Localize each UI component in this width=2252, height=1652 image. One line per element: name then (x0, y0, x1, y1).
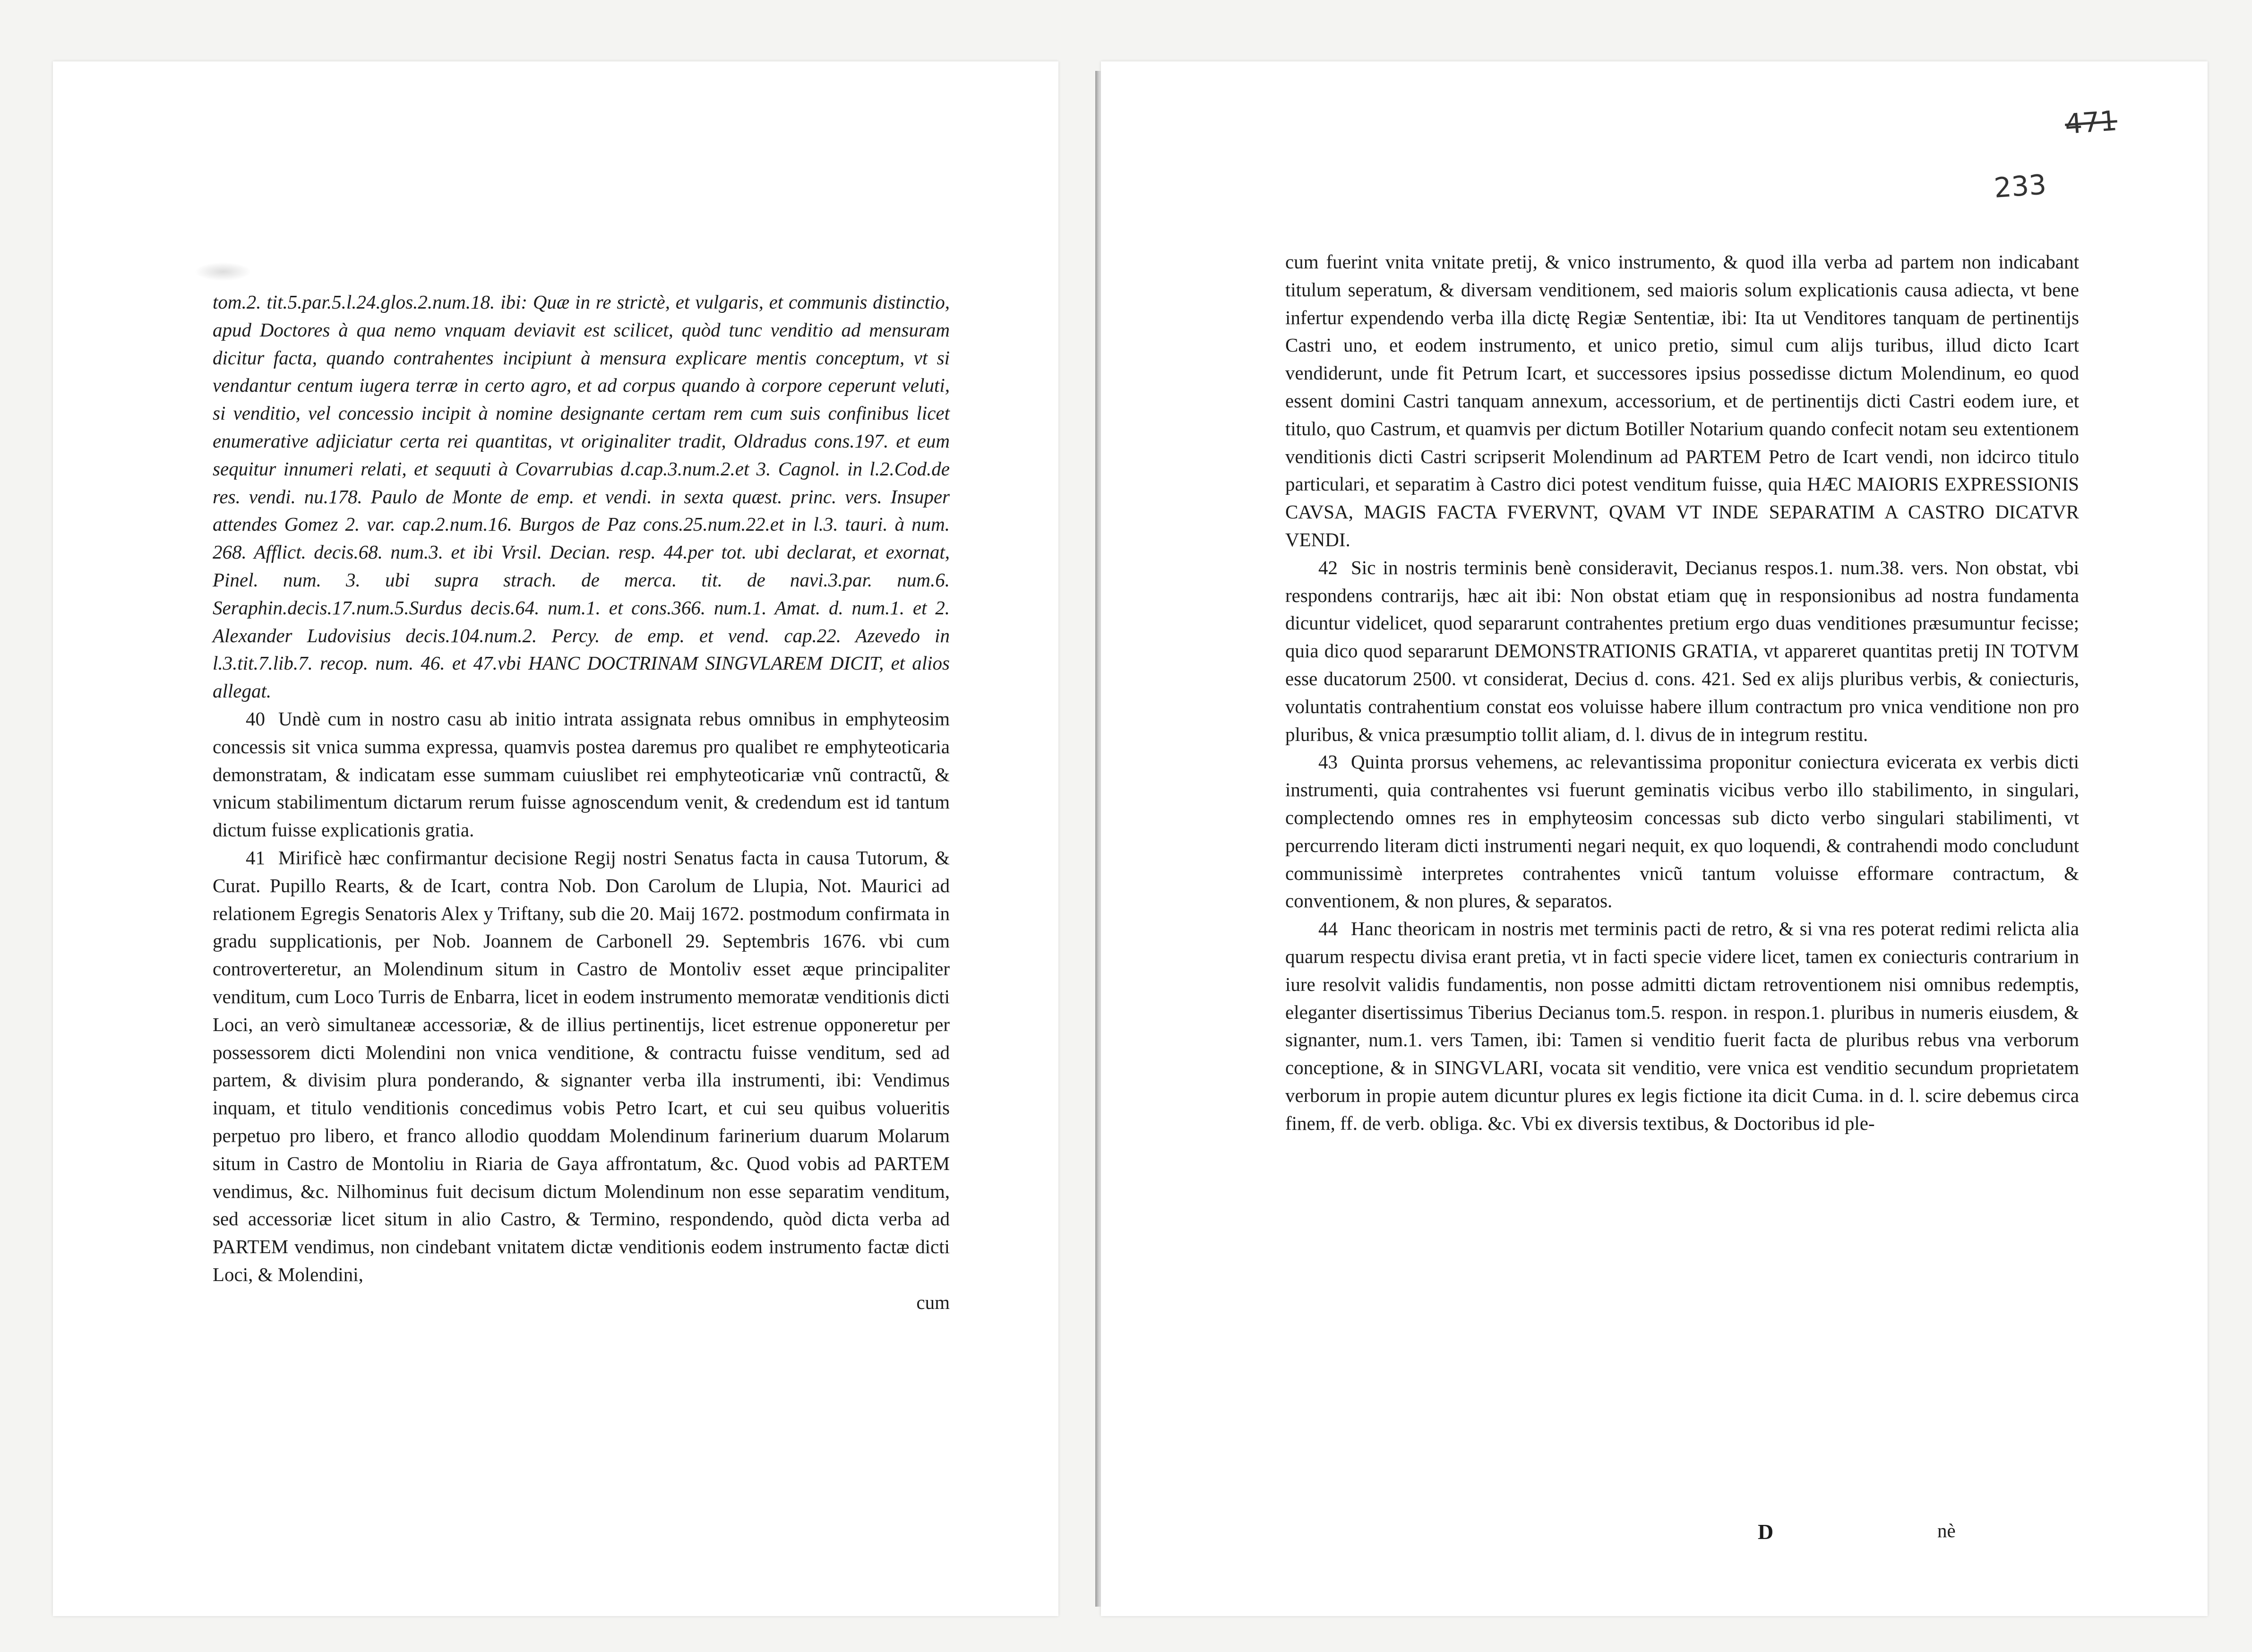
left-text-column (213, 288, 950, 1316)
right-text-column (1285, 248, 2079, 1137)
struck-folio-number: 471 (2063, 104, 2118, 140)
right-paragraph-43 (1285, 748, 2079, 915)
paragraph-number: 43 (1318, 751, 1338, 773)
paragraph-number: 42 (1318, 556, 1338, 578)
right-paragraph-continuation: cum fuerint vnita vnitate pretij, & vnico instrumento, & quod illa verba ad partem non indicabant titulum seperatum, & diversam venditionem, sed maioris solum explicationis causa adiecta, vt bene infertur expendendo verba illa dictę Regiæ Sententiæ, ibi: Ita ut Venditores tanquam de pertinentijs Castri uno, et eodem instrumento, et unico pretio, simul cum alijs turibus, illud dicto Icart vendiderunt, unde fit Petrum Icart, et successores ipsius possedisse dictum Molendinum, eo quod essent domini Castri tanquam annexum, accessorium, et de pertinentijs dicti Castri eodem iure, et titulo, quo Castrum, et quamvis per dictum Botiller Notarium quando confecit notam seu extentionem venditionis dicti Castri scripserit Molendinum ad PARTEM Petro de Icart vendi, non idcirco titulo particulari, et separatim à Castro dici potest venditum fuisse, quia HÆC MAIORIS EXPRESSIONIS CAVSA, MAGIS FACTA FVERVNT, QVAM VT INDE SEPARATIM A CASTRO DICATVR VENDI. (1285, 251, 2079, 551)
folio-number: 233 (1993, 168, 2047, 204)
ink-smudge (195, 262, 251, 281)
left-paragraph-41 (213, 844, 950, 1289)
right-paragraph-42 (1285, 554, 2079, 749)
paragraph-text: Hanc theoricam in nostris met terminis pacti de retro, & si vna res poterat redimi relicta alia quarum respectu divisa erant pretia, vt in facti specie videre licet, tamen ex coniecturis contrarium in iure resolvit validis fundamentis, non posse admitti dictam retroventionem nisi omnibus redemptis, eleganter disertissimus Tiberius Decianus tom.5. respon. in respon.1. pluribus in numeris eiusdem, & signanter, num.1. vers Tamen, ibi: Tamen si venditio fuerit facta de pluribus rebus vna verborum conceptione, & in SINGVLARI, vocata sit venditio, vere vnica est venditio secundum proprietatem verborum in propie autem dicuntur plures ex legis fictione ita dicit Cuma. in d. l. scire debemus circa finem, ff. de verb. obliga. &c. Vbi ex diversis textibus, & Doctoribus id ple- (1285, 918, 2079, 1134)
left-catchword: cum (916, 1291, 950, 1313)
signature-mark: D (1758, 1520, 1774, 1544)
paragraph-text: Sic in nostris terminis benè consideravit, Decianus respos.1. num.38. vers. Non obstat, vbi respondens contrarijs, hæc ait ibi: Non obstat etiam quę in responsionibus ad nostra fundamenta dicuntur videlicet, quod separarunt contrahentes pretium ergo duas venditiones præsumuntur fecisse; quia dico quod separarunt DEMONSTRATIONIS GRATIA, vt appareret quantitas pretij IN TOTVM esse ducatorum 2500. vt considerat, Decius d. cons. 421. Sed ex alijs pluribus verbis, & coniecturis, voluntatis contrahentium constat eos voluisse habere illum contractum pro vnica venditione non pro pluribus, & vnica præsumptio tollit aliam, d. l. divus de in integrum restitu. (1285, 556, 2079, 745)
left-page (53, 61, 1058, 1616)
paragraph-text: Quinta prorsus vehemens, ac relevantissima proponitur coniectura evicerata ex verbis dicti instrumenti, quia contrahentes vsi fuerunt geminatis vicibus verbo illo stabilimento, in singulari, complectendo omnes res in emphyteosim concessas sub dicto verbo singulari stabilimenti, vt percurrendo literam dicti instrumenti negari nequit, ex quo loquendi, & contrahendi modo concludunt communissimè interpretes contrahentes vnicũ tantum voluisse efformare contractum, & conventionem, & non plures, & separatos. (1285, 751, 2079, 912)
left-paragraph-citations: tom.2. tit.5.par.5.l.24.glos.2.num.18. ibi: Quæ in re strictè, et vulgaris, et communis distinctio, apud Doctores à qua nemo vnquam deviavit est scilicet, quòd tunc venditio ad mensuram dicitur facta, quando contrahentes incipiunt à mensura explicare mentis conceptum, vt si vendantur centum iugera terræ in certo agro, et ad corpus quando à corpore ceperunt veluti, si venditio, vel concessio incipit à nomine designante certam rem cum suis confinibus licet enumerative adjiciatur certa rei quantitas, vt originaliter tradit, Oldradus cons.197. et eum sequitur innumeri relati, et sequuti à Covarrubias d.cap.3.num.2.et 3. Cagnol. in l.2.Cod.de res. vendi. nu.178. Paulo de Monte de emp. et vendi. in sexta quæst. princ. vers. Insuper attendes Gomez 2. var. cap.2.num.16. Burgos de Paz cons.25.num.22.et in l.3. tauri. à num. 268. Afflict. decis.68. num.3. et ibi Vrsil. Decian. resp. 44.per tot. ubi declarat, et exornat, Pinel. num. 3. ubi supra strach. de merca. tit. de navi.3.par. num.6. Seraphin.decis.17.num.5.Surdus decis.64. num.1. et cons.366. num.1. Amat. d. num.1. et 2. Alexander Ludovisius decis.104.num.2. Percy. de emp. et vend. cap.22. Azevedo in l.3.tit.7.lib.7. recop. num. 46. et 47.vbi HANC DOCTRINAM SINGVLAREM DICIT, et alios allegat. (213, 291, 950, 702)
right-catchword: nè (1937, 1520, 1956, 1541)
paragraph-number: 44 (1318, 918, 1338, 940)
paragraph-number: 40 (246, 707, 265, 730)
paragraph-text: Mirificè hæc confirmantur decisione Regij nostri Senatus facta in causa Tutorum, & Curat. Pupillo Rearts, & de Icart, contra Nob. Don Carolum de Llupia, Not. Maurici ad relationem Egregis Senatoris Alex y Triftany, sub die 20. Maij 1672. postmodum confirmata in gradu supplicationis, per Nob. Joannem de Carbonell 29. Septembris 1676. vbi cum controverteretur, an Molendinum situm in Castro de Montoliv esset æque principaliter venditum, cum Loco Turris de Enbarra, licet in eodem instrumento memoratæ venditionis dicti Loci, an verò simultaneæ accessoriæ, & de illius pertinentijs, licet estrenue opponeretur per possessorem dicti Molendini non vnica venditione, & contractu fuisse venditum, sed ad partem, & divisim plura ponderando, & signanter verba illa instrumenti, ibi: Vendimus inquam, et titulo venditionis concedimus vobis Petro Icart, et cui seu quibus volueritis perpetuo pro libero, et franco allodio quoddam Molendinum farinerium duarum Molarum situm in Castro de Montoliu in Riaria de Gaya affrontatum, &c. Quod vobis ad PARTEM vendimus, &c. Nilhominus fuit decisum dictum Molendinum non esse separatim venditum, sed accessoriæ licet situm in alio Castro, & Termino, respondendo, quòd dicta verba ad PARTEM vendimus, non cindebant vnitatem dictæ venditionis eodem instrumento factæ dicti Loci, & Molendini, (213, 846, 950, 1285)
paragraph-number: 41 (246, 846, 265, 869)
right-page (1101, 61, 2208, 1616)
paragraph-text: Undè cum in nostro casu ab initio intrata assignata rebus omnibus in emphyteosim concessis sit vnica summa expressa, quamvis postea daremus pro qualibet re emphyteoticaria demonstratam, & indicatam esse summam cuiuslibet rei emphyteoticariæ vnũ contractũ, & vnicum stabilimentum dictarum rerum fuisse agnoscendum venit, & credendum est id tantum dictum fuisse explicationis gratia. (213, 707, 950, 841)
right-paragraph-44 (1285, 915, 2079, 1137)
left-paragraph-40 (213, 705, 950, 844)
